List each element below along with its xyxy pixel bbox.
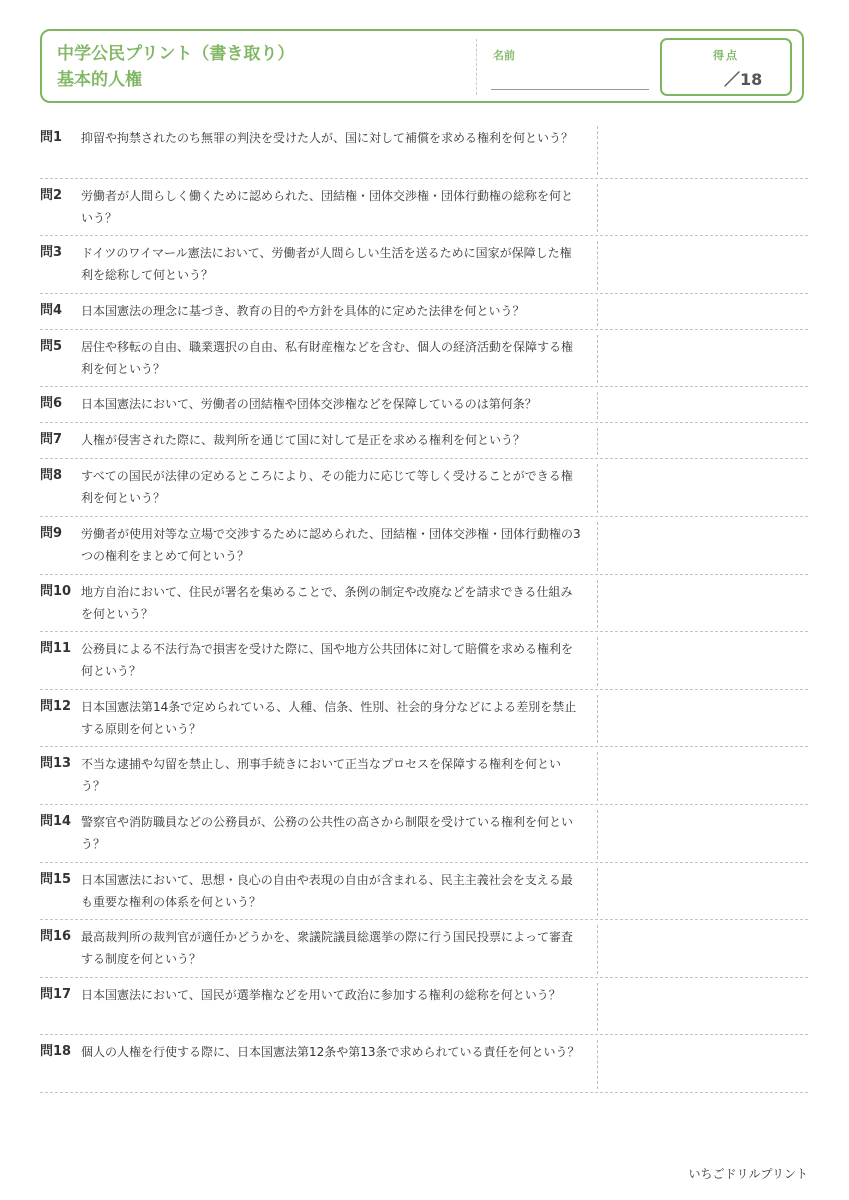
worksheet-title: 中学公民プリント（書き取り） bbox=[57, 44, 295, 64]
question-number: 問9 bbox=[40, 525, 63, 541]
answer-divider bbox=[597, 392, 598, 419]
worksheet-subtitle: 基本的人権 bbox=[57, 70, 142, 90]
score-total: ／18 bbox=[724, 70, 763, 89]
name-label: 名前 bbox=[493, 49, 515, 62]
question-row bbox=[40, 863, 808, 921]
question-text: 地方自治において、住民が署名を集めることで、条例の制定や改廃などを請求できる仕組みを何という？ bbox=[81, 584, 573, 621]
question-row bbox=[40, 805, 808, 863]
answer-field[interactable] bbox=[600, 183, 808, 232]
question-row bbox=[40, 294, 808, 330]
answer-divider bbox=[597, 335, 598, 384]
answer-field[interactable] bbox=[600, 463, 808, 512]
name-field[interactable] bbox=[491, 89, 649, 90]
answer-divider bbox=[597, 637, 598, 686]
question-number: 問18 bbox=[40, 1044, 72, 1060]
answer-field[interactable] bbox=[600, 982, 808, 1031]
question-row bbox=[40, 690, 808, 748]
question-row bbox=[40, 179, 808, 237]
question-text: 日本国憲法において、労働者の団結権や団体交渉権などを保障しているのは第何条？ bbox=[81, 397, 537, 412]
question-text: 不当な逮捕や勾留を禁止し、刑事手続きにおいて正当なプロセスを保障する権利を何という？ bbox=[81, 757, 562, 794]
question-number: 問11 bbox=[40, 641, 72, 657]
question-row bbox=[40, 747, 808, 805]
answer-divider bbox=[597, 126, 598, 175]
question-text: 人権が侵害された際に、裁判所を通じて国に対して是正を求める権利を何という？ bbox=[81, 433, 526, 448]
question-text: 個人の人権を行使する際に、日本国憲法第12条や第13条で求められている責任を何という？ bbox=[81, 1045, 580, 1060]
question-number: 問5 bbox=[40, 338, 63, 354]
question-number: 問2 bbox=[40, 187, 63, 203]
answer-field[interactable] bbox=[600, 298, 808, 325]
header-divider bbox=[476, 39, 477, 95]
question-row bbox=[40, 121, 808, 179]
answer-field[interactable] bbox=[600, 751, 808, 800]
question-number: 問12 bbox=[40, 698, 72, 714]
answer-field[interactable] bbox=[600, 125, 808, 174]
answer-field[interactable] bbox=[600, 694, 808, 743]
question-row bbox=[40, 978, 808, 1036]
question-row bbox=[40, 330, 808, 388]
question-text: 公務員による不法行為で損害を受けた際に、国や地方公共団体に対して賠償を求める権利を何という？ bbox=[81, 642, 574, 679]
answer-field[interactable] bbox=[600, 240, 808, 289]
answer-divider bbox=[597, 983, 598, 1032]
question-text: 日本国憲法において、国民が選挙権などを用いて政治に参加する権利の総称を何という？ bbox=[81, 987, 561, 1002]
question-number: 問8 bbox=[40, 468, 63, 484]
answer-divider bbox=[597, 428, 598, 455]
footer-brand: いちごドリルプリント bbox=[688, 1167, 808, 1181]
answer-field[interactable] bbox=[600, 1039, 808, 1088]
score-box bbox=[660, 38, 792, 96]
question-text: 労働者が使用対等な立場で交渉するために認められた、団結権・団体交渉権・団体行動権の3つの権利をまとめて何という？ bbox=[81, 526, 581, 563]
answer-divider bbox=[597, 1040, 598, 1089]
question-text: ドイツのワイマール憲法において、労働者が人間らしい生活を送るために国家が保障した権利を総称して何という？ bbox=[81, 246, 572, 283]
question-number: 問13 bbox=[40, 756, 72, 772]
question-text: 労働者が人間らしく働くために認められた、団結権・団体交渉権・団体行動権の総称を何という？ bbox=[81, 188, 574, 225]
answer-divider bbox=[597, 299, 598, 326]
answer-divider bbox=[597, 868, 598, 917]
question-row bbox=[40, 920, 808, 978]
question-number: 問7 bbox=[40, 432, 63, 448]
answer-divider bbox=[597, 522, 598, 571]
title-block bbox=[57, 41, 294, 93]
question-text: 居住や移転の自由、職業選択の自由、私有財産権などを含む、個人の経済活動を保障する権利を何という？ bbox=[81, 339, 574, 376]
answer-divider bbox=[597, 184, 598, 233]
score-label: 得点 bbox=[713, 49, 739, 62]
answer-field[interactable] bbox=[600, 636, 808, 685]
question-number: 問10 bbox=[40, 583, 72, 599]
question-row bbox=[40, 1035, 808, 1093]
question-text: すべての国民が法律の定めるところにより、その能力に応じて等しく受けることができる権利を何という？ bbox=[81, 469, 573, 506]
question-number: 問17 bbox=[40, 986, 72, 1002]
answer-field[interactable] bbox=[600, 521, 808, 570]
question-row bbox=[40, 423, 808, 459]
answer-divider bbox=[597, 752, 598, 801]
question-text: 警察官や消防職員などの公務員が、公務の公共性の高さから制限を受けている権利を何という？ bbox=[81, 814, 574, 851]
question-text: 日本国憲法の理念に基づき、教育の目的や方針を具体的に定めた法律を何という？ bbox=[81, 303, 525, 318]
answer-field[interactable] bbox=[600, 809, 808, 858]
question-number: 問16 bbox=[40, 929, 72, 945]
answer-field[interactable] bbox=[600, 579, 808, 628]
question-number: 問14 bbox=[40, 813, 72, 829]
question-row bbox=[40, 517, 808, 575]
question-list bbox=[40, 121, 808, 1093]
question-number: 問6 bbox=[40, 396, 63, 412]
worksheet-header bbox=[40, 29, 804, 103]
question-text: 日本国憲法において、思想・良心の自由や表現の自由が含まれる、民主主義社会を支える最も重要な権利の体系を何という？ bbox=[81, 872, 573, 909]
answer-divider bbox=[597, 695, 598, 744]
answer-field[interactable] bbox=[600, 427, 808, 454]
answer-divider bbox=[597, 241, 598, 290]
answer-field[interactable] bbox=[600, 334, 808, 383]
question-row bbox=[40, 459, 808, 517]
question-row bbox=[40, 632, 808, 690]
question-number: 問15 bbox=[40, 871, 72, 887]
answer-field[interactable] bbox=[600, 924, 808, 973]
answer-divider bbox=[597, 580, 598, 629]
answer-divider bbox=[597, 925, 598, 974]
question-row bbox=[40, 575, 808, 633]
question-text: 抑留や拘禁されたのち無罪の判決を受けた人が、国に対して補償を求める権利を何という？ bbox=[81, 131, 574, 145]
answer-divider bbox=[597, 810, 598, 859]
question-text: 日本国憲法第14条で定められている、人種、信条、性別、社会的身分などによる差別を禁止する原則を何という？ bbox=[81, 699, 577, 736]
question-row bbox=[40, 236, 808, 294]
answer-field[interactable] bbox=[600, 391, 808, 418]
answer-divider bbox=[597, 464, 598, 513]
answer-field[interactable] bbox=[600, 867, 808, 916]
question-text: 最高裁判所の裁判官が適任かどうかを、衆議院議員総選挙の際に行う国民投票によって審査する制度を何という？ bbox=[81, 930, 574, 967]
question-number: 問1 bbox=[40, 130, 63, 145]
question-number: 問3 bbox=[40, 245, 63, 261]
question-number: 問4 bbox=[40, 302, 63, 318]
question-row bbox=[40, 387, 808, 423]
